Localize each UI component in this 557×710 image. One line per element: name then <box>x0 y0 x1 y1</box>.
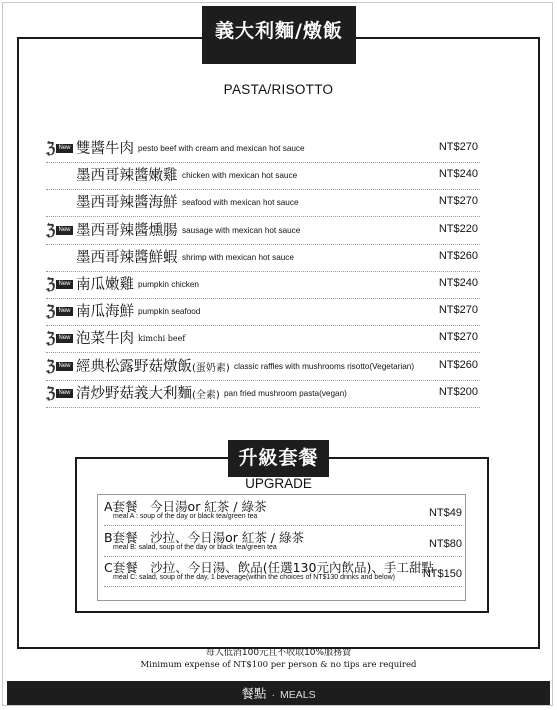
menu-item-price: NT$220 <box>438 222 478 235</box>
menu-item-annotation: (蛋奶素) <box>192 362 230 374</box>
set-name-en: meal B: salad, soup of the day or black tea/green tea <box>113 543 277 551</box>
menu-item <box>46 301 480 326</box>
menu-item <box>46 165 480 190</box>
menu-item-name-zh: 墨西哥辣醬嫩雞 <box>76 168 178 185</box>
set-price: NT$150 <box>422 568 462 580</box>
menu-item <box>46 328 480 353</box>
menu-item-price: NT$260 <box>438 358 478 371</box>
menu-item-name-zh: 墨西哥辣醬海鮮 <box>76 195 178 212</box>
menu-item-price: NT$270 <box>438 304 478 317</box>
section-title: 義大利麵/燉飯 <box>215 20 343 42</box>
menu-item-name-en: seafood with mexican hot sauce <box>182 198 299 208</box>
menu-item <box>46 220 480 245</box>
menu-item-price: NT$240 <box>438 277 478 289</box>
footer-bar <box>7 681 550 705</box>
menu-item-name-zh: 經典松露野菇燉飯 <box>76 358 192 375</box>
upgrade-set-row <box>104 530 462 557</box>
menu-item-name-en: shrimp with mexican hot sauce <box>182 252 294 262</box>
menu-item-name-zh: 泡菜牛肉 <box>76 331 134 348</box>
new-badge-icon: ℨ New <box>46 223 72 237</box>
menu-item-name-en: sausage with mexican hot sauce <box>182 225 301 235</box>
menu-item <box>46 383 480 408</box>
new-badge-icon: ℨ New <box>46 386 72 400</box>
set-price: NT$49 <box>428 507 462 519</box>
minimum-charge-note-en: Minimum expense of NT$100 per person & no tips are required <box>140 660 417 670</box>
menu-item-name-en: pesto beef with cream and mexican hot sauce <box>138 144 305 153</box>
new-badge-icon: ℨ New <box>46 277 72 291</box>
menu-item-name-zh: 南瓜嫩雞 <box>76 277 134 293</box>
menu-item-name-en: pan fried mushroom pasta(vegan) <box>224 388 347 398</box>
section-subtitle: PASTA/RISOTTO <box>223 82 334 97</box>
menu-item-name-en: pumpkin seafood <box>138 307 201 317</box>
minimum-charge-note-zh: 每人低消100元且不收取10%服務費 <box>205 648 352 658</box>
menu-item <box>46 274 480 299</box>
menu-item-price: NT$270 <box>438 141 478 153</box>
menu-item-name-en: pumpkin chicken <box>138 280 199 289</box>
footer-separator: · <box>271 689 275 701</box>
menu-item-price: NT$240 <box>438 168 478 181</box>
set-name-zh: B套餐 沙拉、今日湯or 紅茶 / 綠茶 <box>104 529 304 545</box>
set-name-zh: A套餐 今日湯or 紅茶 / 綠茶 <box>104 499 267 514</box>
menu-item-price: NT$270 <box>438 195 478 208</box>
new-badge-icon: ℨ New <box>46 359 72 373</box>
footer-label-en: MEALS <box>280 689 316 701</box>
menu-item-price: NT$200 <box>438 385 478 398</box>
footer-label-zh: 餐點 <box>241 686 267 701</box>
menu-item-name-zh: 南瓜海鮮 <box>76 304 134 321</box>
new-badge-icon: ℨ New <box>46 304 72 318</box>
set-name-zh: C套餐 沙拉、今日湯、飲品(任選130元內飲品)、手工甜點 <box>104 560 434 575</box>
upgrade-title-tab: 升級套餐 <box>228 440 329 477</box>
menu-item-name-en: classic raffles with mushrooms risotto(Vegetarian) <box>234 361 415 371</box>
menu-item-name-en: chicken with mexican hot sauce <box>182 171 298 181</box>
new-badge-icon: ℨ New <box>46 141 72 155</box>
upgrade-set-row <box>104 499 462 526</box>
set-name-en: meal A : soup of the day or black tea/green tea <box>113 513 258 520</box>
upgrade-title: UPGRADE <box>245 476 312 491</box>
menu-item <box>46 356 480 381</box>
menu-item-price: NT$270 <box>438 331 478 344</box>
set-name-en: meal C: salad, soup of the day, 1 beverage(within the choices of NT$130 drinks and below) <box>113 574 395 581</box>
menu-item <box>46 192 480 217</box>
menu-item-name-zh: 清炒野菇義大利麵 <box>76 385 192 402</box>
new-badge-icon: ℨ New <box>46 331 72 345</box>
menu-item-name-zh: 雙醬牛肉 <box>76 141 134 157</box>
upgrade-set-row <box>104 560 462 587</box>
menu-item-name-zh: 墨西哥辣醬鮮蝦 <box>76 249 178 266</box>
menu-item-annotation: (全素) <box>192 389 220 401</box>
menu-item-price: NT$260 <box>438 249 478 262</box>
section-title-tab <box>202 6 356 64</box>
menu-item-name-en: kimchi beef <box>138 334 186 344</box>
menu-item-name-zh: 墨西哥辣醬燻腸 <box>76 222 178 239</box>
menu-item <box>46 138 480 163</box>
set-price: NT$80 <box>428 537 462 550</box>
menu-item <box>46 247 480 272</box>
